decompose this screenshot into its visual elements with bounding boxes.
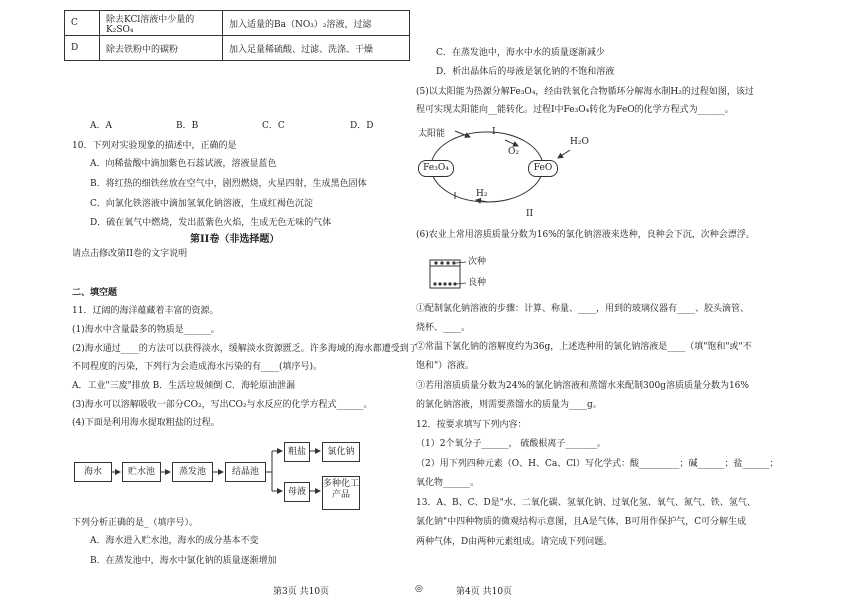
h2-label: H₂	[476, 189, 488, 199]
q11-line: 11．辽阔的海洋蕴藏着丰富的资源。	[72, 306, 219, 316]
page-number-right: 第4页 共10页	[456, 587, 513, 597]
q9-choice-c: C．C	[262, 121, 285, 131]
q9-choice-d: D．D	[350, 121, 374, 131]
q11-line: (1)海水中含量最多的物质是______。	[72, 325, 220, 335]
q12-line: 12．按要求填写下列内容：	[416, 420, 527, 430]
q6-line: (6)农业上常用溶质质量分数为16%的氯化钠溶液来选种，良种会下沉，次种会漂浮。	[416, 230, 755, 240]
flow-seawater: 海水	[74, 462, 112, 482]
q11-line: 不同程度的污染，下列行为会造成海水污染的有____(填序号)。	[72, 362, 323, 372]
flow-crude-salt: 粗盐	[284, 442, 310, 462]
q13-line: 13．A、B、C、D是"水、二氧化碳、氢氧化钠、过氧化氢、氧气、氮气、铁、氢气、	[416, 498, 756, 508]
h2o-label: H₂O	[570, 137, 589, 147]
q11-option-d: D．析出晶体后的母液是氯化钠的不饱和溶液	[436, 67, 615, 77]
q5-line: 程可实现太阳能向__能转化。过程I中Fe₃O₄转化为FeO的化学方程式为______。	[416, 105, 734, 115]
row-label: C	[65, 11, 100, 36]
row-purpose: 除去KCl溶液中少量的K₂SO₄	[100, 11, 223, 36]
sun-energy-label: 太阳能	[418, 129, 446, 139]
page-number-left: 第3页 共10页	[273, 587, 330, 597]
o2-label: O₂	[508, 147, 519, 157]
q11-line: (3)海水可以溶解吸收一部分CO₂，写出CO₂与水反应的化学方程式______。	[72, 400, 373, 410]
q10-option-c: C．向氯化铁溶液中滴加氢氧化钠溶液，生成红褐色沉淀	[90, 199, 313, 209]
flow-mother-liquor: 母液	[284, 482, 310, 502]
q6-part: ②常温下氯化钠的溶解度约为36g，上述选种用的氯化钠溶液是____（填"饱和"或"不	[416, 342, 752, 352]
q11-line: (4)下面是利用海水提取粗盐的过程。	[72, 418, 220, 428]
row-label: D	[65, 36, 100, 61]
q6-part: ③若用溶质质量分数为24%的氯化钠溶液和蒸馏水来配制300g溶质质量分数为16%	[416, 381, 749, 391]
row-method: 加入足量稀硫酸、过滤、洗涤、干燥	[223, 36, 410, 61]
fe3o4-node: Fe₃O₄	[418, 160, 454, 177]
binding-mark: ◎	[415, 584, 423, 594]
beaker-sinking-seeds: 良种	[468, 278, 487, 288]
q13-line: 氯化钠"中四种物质的微观结构示意图，且A是气体，B可用作保护气，C可分解生成	[416, 517, 747, 527]
flow-storage-pool: 贮水池	[122, 462, 161, 482]
q13-line: 两种气体，D由两种元素组成。请完成下列问题。	[416, 537, 613, 547]
process-i-label: I	[492, 127, 496, 137]
q10-option-d: D．硫在氧气中燃烧，发出蓝紫色火焰，生成无色无味的气体	[90, 218, 332, 228]
q5-line: (5)以太阳能为热源分解Fe₃O₄，经由铁氧化合物循环分解海水制H₂的过程如图，该过	[416, 87, 754, 97]
q9-choice-a: A．A	[90, 121, 112, 131]
q6-part: 饱和"）溶液。	[416, 361, 475, 371]
section-title: 第II卷（非选择题）	[190, 234, 280, 245]
q12-line: （2）用下列四种元素（O、H、Ca、Cl）写化学式：酸_________；碱______；盐______；	[416, 459, 779, 469]
q11-option-b: B．在蒸发池中，海水中氯化钠的质量逐渐增加	[90, 556, 277, 566]
q6-part: 的氯化钠溶液，则需要蒸馏水的质量为____g。	[416, 400, 602, 410]
q6-part: 烧杯、____。	[416, 323, 471, 333]
q11-line: (2)海水通过____的方法可以获得淡水，缓解淡水资源匮乏。许多海域的海水都遭受到了	[72, 344, 418, 354]
row-purpose: 除去铁粉中的碳粉	[100, 36, 223, 61]
feo-node: FeO	[528, 160, 558, 177]
part-title: 二、填空题	[72, 288, 118, 298]
q10-stem: 10．下列对实验现象的描述中，正确的是	[72, 141, 237, 151]
q10-option-b: B．将红热的细铁丝放在空气中，剧烈燃烧，火星四射，生成黑色固体	[90, 179, 367, 189]
process-ii-label: II	[526, 209, 534, 219]
q12-line: （1）2个氧分子______， 硫酸根离子_______。	[416, 439, 606, 449]
row-method: 加入适量的Ba（NO₃）₂溶液，过滤	[223, 11, 410, 36]
section-note: 请点击修改第II卷的文字说明	[72, 249, 188, 259]
q11-line: A．工业"三废"排放 B．生活垃圾倾倒 C．海轮原油泄漏	[72, 381, 296, 391]
flow-crystallization-pool: 结晶池	[225, 462, 266, 482]
q12-line: 氧化物______。	[416, 478, 480, 488]
q11-option-c: C．在蒸发池中，海水中水的质量逐渐减少	[436, 48, 605, 58]
q10-option-a: A．向稀盐酸中滴加紫色石蕊试液，溶液显蓝色	[90, 159, 277, 169]
q9-choice-b: B．B	[176, 121, 199, 131]
flow-chemical-products: 多种化工产品	[322, 476, 360, 510]
q6-part: ①配制氯化钠溶液的步骤：计算、称量、____，用到的玻璃仪器有____、胶头滴管、	[416, 304, 750, 314]
q11-option-a: A．海水进入贮水池，海水的成分基本不变	[90, 536, 259, 546]
q11-analysis: 下列分析正确的是_（填序号）。	[72, 518, 199, 528]
flow-evaporation-pool: 蒸发池	[172, 462, 213, 482]
flow-sodium-chloride: 氯化钠	[322, 442, 360, 462]
beaker-floating-seeds: 次种	[468, 257, 487, 267]
